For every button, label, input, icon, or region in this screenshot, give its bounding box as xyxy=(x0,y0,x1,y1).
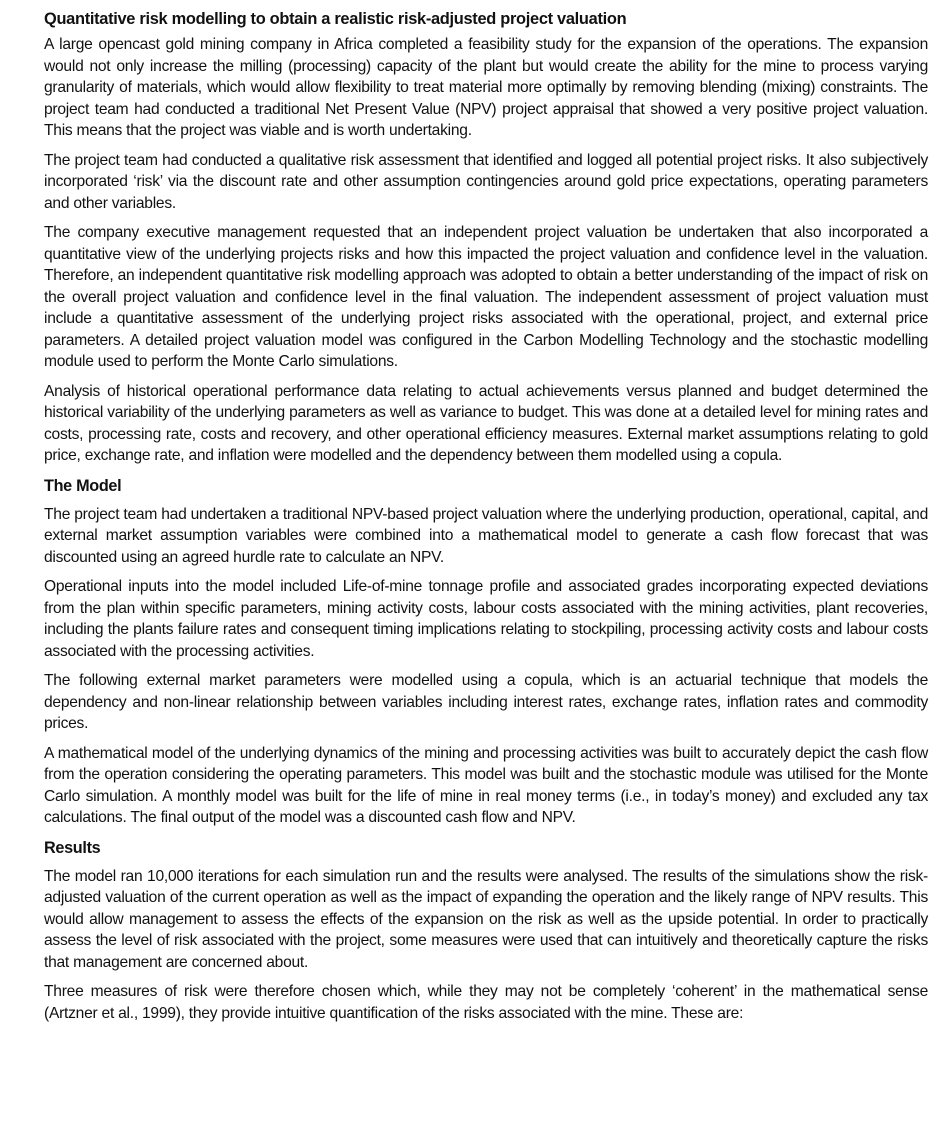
document-page xyxy=(44,8,928,1032)
model-paragraph-4: A mathematical model of the underlying dynamics of the mining and processing activities was built to accurately depict the cash flow from the operation considering the operating parameters. This model was built and the stochastic module was utilised for the Monte Carlo simulation. A monthly model was built for the life of mine in real money terms (i.e., in today’s money) and excluded any tax calculations. The final output of the model was a discounted cash flow and NPV. xyxy=(44,744,928,826)
model-paragraph-3: The following external market parameters were modelled using a copula, which is an actuarial technique that models the dependency and non-linear relationship between variables including interest rates, exchange rates, inflation rates and commodity prices. xyxy=(44,672,928,732)
results-paragraph-1: The model ran 10,000 iterations for each simulation run and the results were analysed. The results of the simulations show the risk-adjusted valuation of the current operation as well as the impact of expanding the operation and the likely range of NPV results. This would allow management to assess the effects of the expansion on the risk as well as the upside potential. In order to practically assess the level of risk associated with the project, some measures were used that can intuitively and theoretically capture the risks that management are concerned about. xyxy=(44,867,928,971)
results-heading: Results xyxy=(44,838,101,857)
model-paragraph-1: The project team had undertaken a traditional NPV-based project valuation where the underlying production, operational, capital, and external market assumption variables were combined into a mathematical model to generate a cash flow forecast that was discounted using an agreed hurdle rate to calculate an NPV. xyxy=(44,505,928,566)
results-paragraph-2: Three measures of risk were therefore chosen which, while they may not be completely ‘coherent’ in the mathematical sense (Artzner et al., 1999), they provide intuitive quantification of the risks associated with the mine. These are: xyxy=(44,983,928,1022)
intro-paragraph-3: The company executive management requested that an independent project valuation be undertaken that also incorporated a quantitative view of the underlying projects risks and how this impacted the project valuation and confidence level in the valuation. Therefore, an independent quantitative risk modelling approach was adopted to obtain a better understanding of the impact of risk on the overall project valuation and confidence level in the final valuation. The independent assessment of project valuation must include a quantitative assessment of the underlying project risks associated with the operational, project, and external price parameters. A detailed project valuation model was configured in the Carbon Modelling Technology and the stochastic modelling module used to perform the Monte Carlo simulations. xyxy=(44,224,928,370)
model-paragraph-2: Operational inputs into the model included Life-of-mine tonnage profile and associated grades incorporating expected deviations from the plan within specific parameters, mining activity costs, labour costs associated with the mining activities, plant recoveries, including the plants failure rates and consequent timing implications relating to stockpiling, processing activity costs and labour costs associated with the processing activities. xyxy=(44,578,928,660)
model-heading: The Model xyxy=(44,476,122,495)
intro-paragraph-4: Analysis of historical operational performance data relating to actual achievements versus planned and budget determined the historical variability of the underlying parameters as well as variance to budget. This was done at a detailed level for mining rates and costs, processing rate, costs and recovery, and other operational efficiency measures. External market assumptions relating to gold price, exchange rate, and inflation were modelled and the dependency between them modelled using a copula. xyxy=(44,382,928,464)
intro-paragraph-1: A large opencast gold mining company in Africa completed a feasibility study for the expansion of the operations. The expansion would not only increase the milling (processing) capacity of the plant but would create the ability for the mine to process varying granularity of materials, which would allow flexibility to treat material more optimally by removing blending (mixing) constraints. The project team had conducted a traditional Net Present Value (NPV) project appraisal that showed a very positive project valuation. This means that the project was viable and is worth undertaking. xyxy=(44,36,928,139)
document-title: Quantitative risk modelling to obtain a realistic risk-adjusted project valuation xyxy=(44,10,627,28)
intro-paragraph-2: The project team had conducted a qualitative risk assessment that identified and logged all potential project risks. It also subjectively incorporated ‘risk’ via the discount rate and other assumption contingencies around gold price expectations, operating parameters and other variables. xyxy=(44,151,928,212)
